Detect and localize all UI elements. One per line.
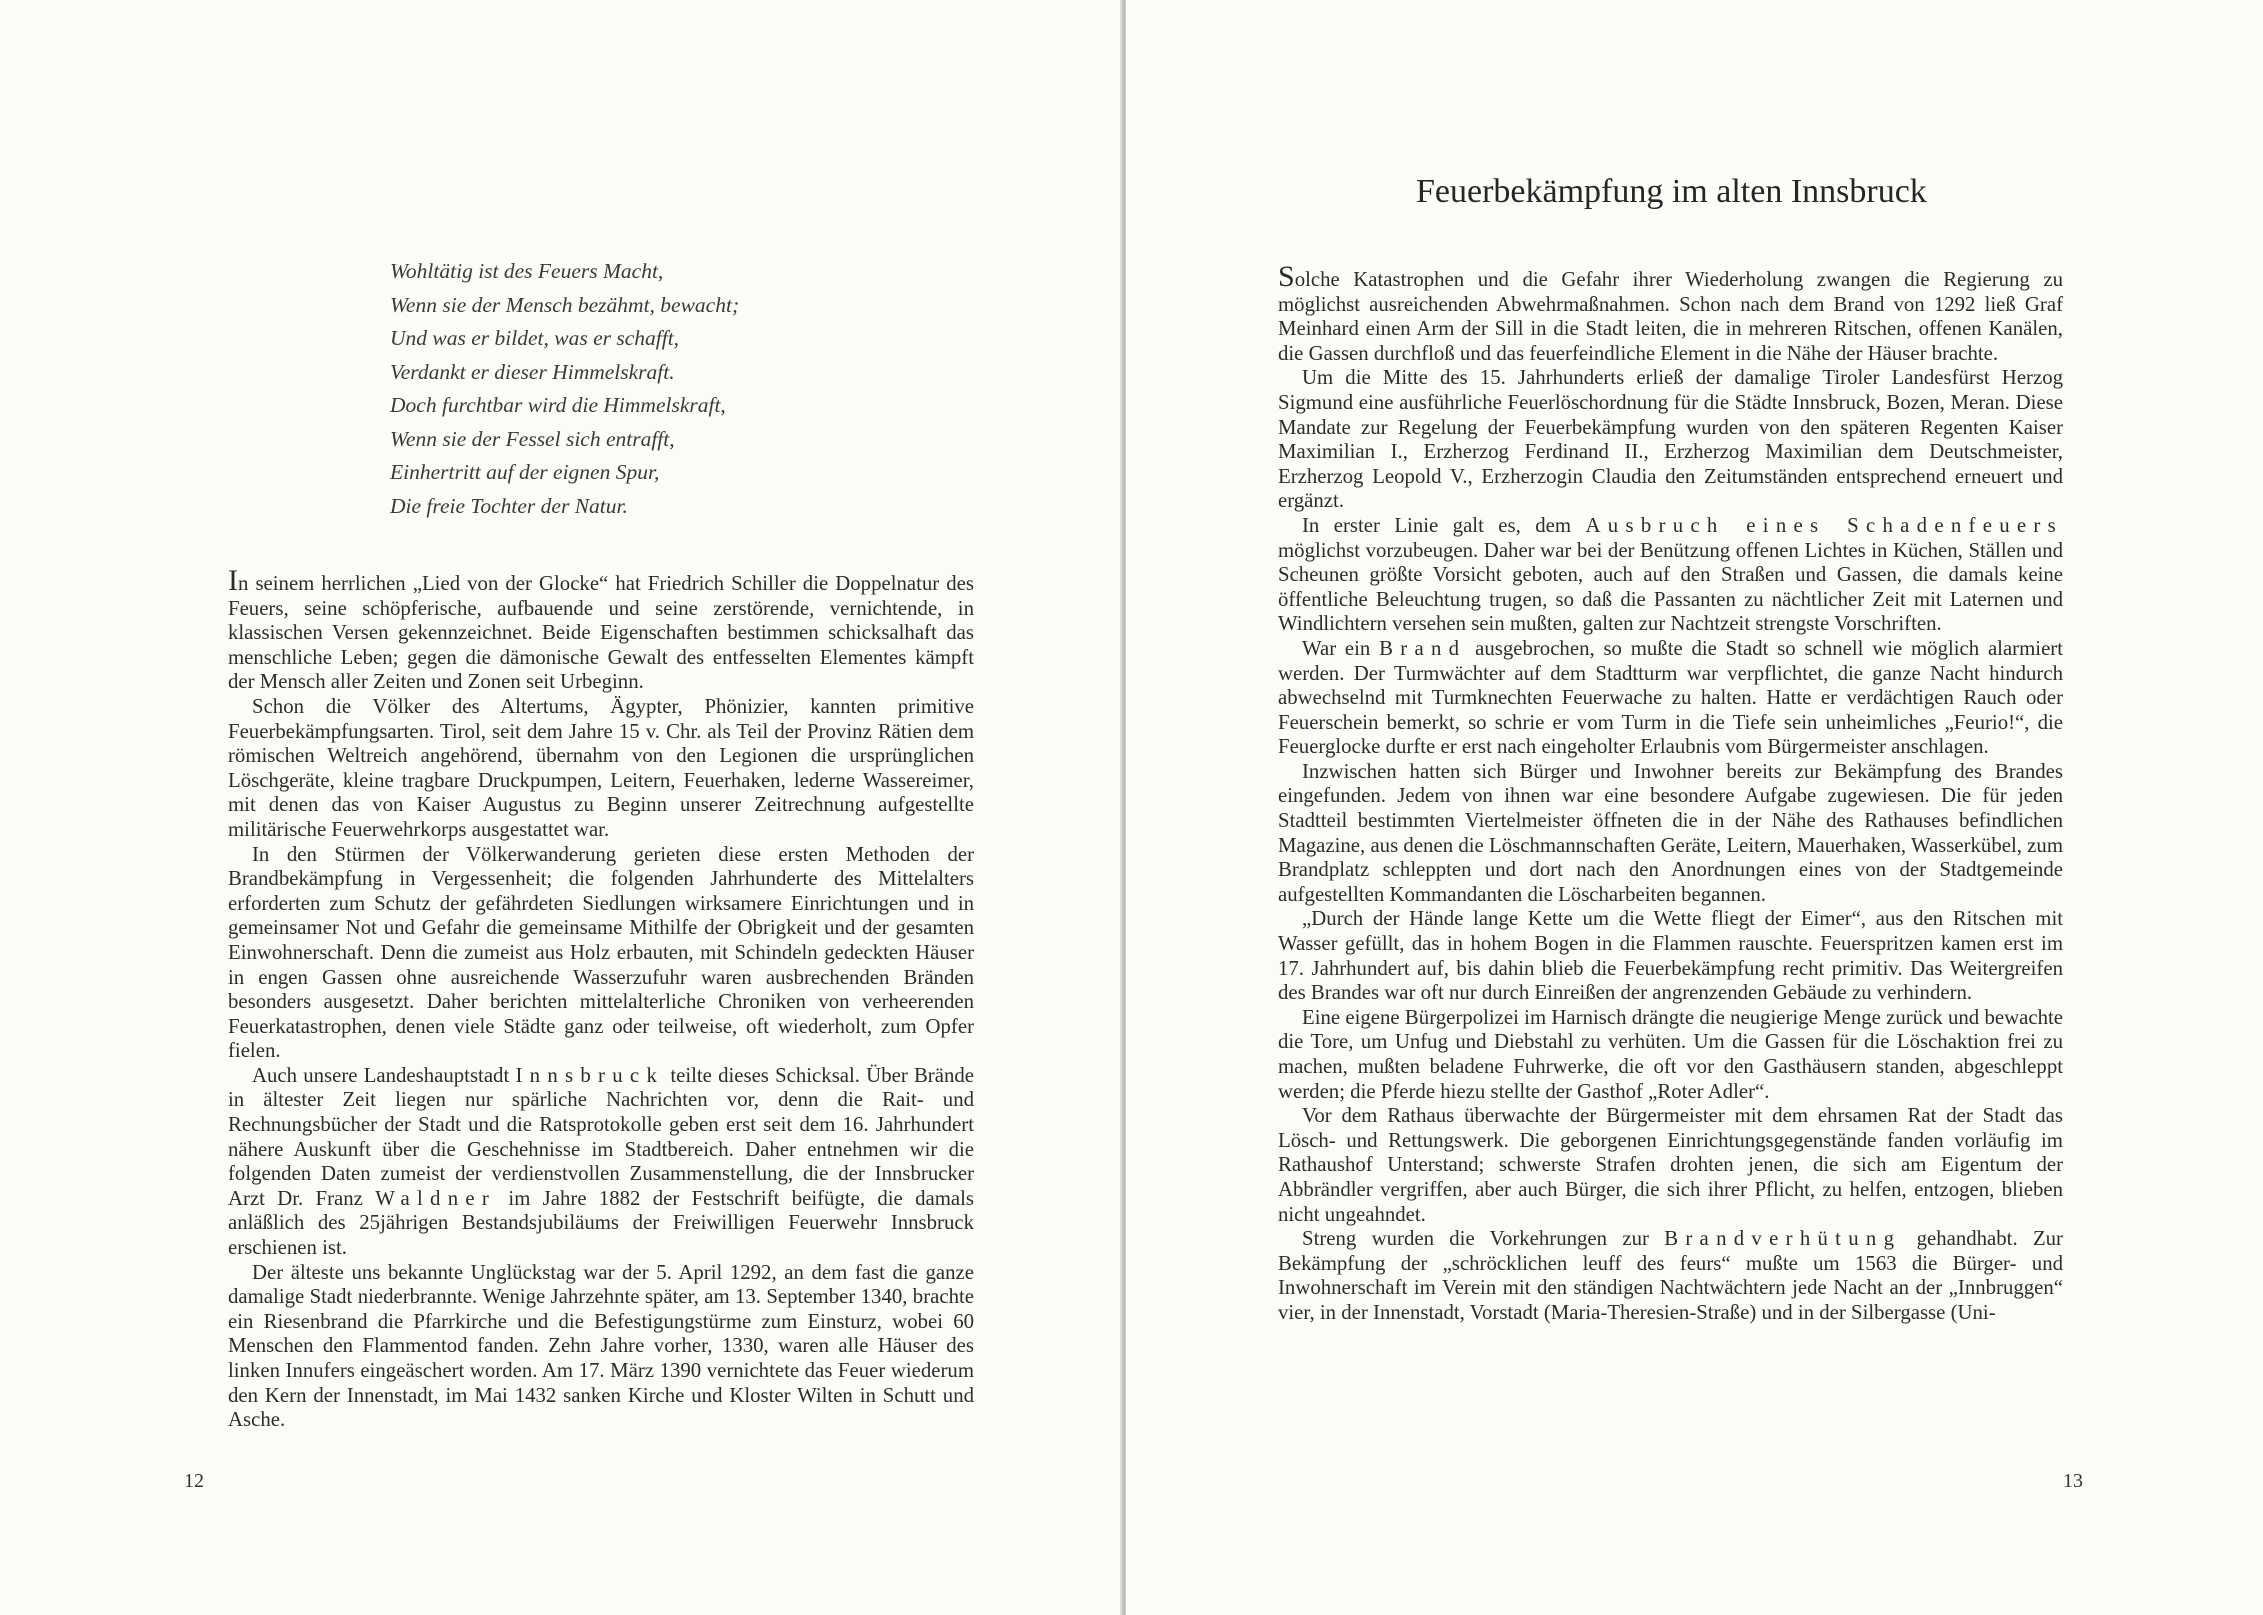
poem-line: Doch furchtbar wird die Himmelskraft,: [390, 393, 726, 417]
paragraph: Inzwischen hatten sich Bürger und Inwohner bereits zur Bekämpfung des Brandes eingefunden. Jedem von ihnen war eine besondere Aufgabe zugewiesen. Die für jeden Stadtteil bestimmten Viertelmeister öffneten die in der Nähe des Rathauses befindlichen Magazine, aus denen die Löschmannschaften Geräte, Leitern, Mauerhaken, Wasserkübel, zum Brandplatz schleppten und dort nach den Anordnungen eines von der Stadtgemeinde aufgestellten Kommandanten die Löscharbeiten begannen.: [1278, 759, 2063, 906]
poem-line: Wenn sie der Mensch bezähmt, bewacht;: [390, 292, 740, 317]
poem-line: Und was er bildet, was er schafft,: [390, 326, 680, 350]
paragraph: [1278, 514, 2063, 637]
poem-line: Verdankt er dieser Himmelskraft.: [390, 359, 675, 384]
paragraph-text: im Jahre 1882 der Festschrift beifügte, die damals anläßlich des 25jährigen Bestandsjubiläums der Freiwilligen Feuerwehr Innsbruck erschienen ist.: [228, 1186, 974, 1260]
paragraph-text: n seinem herrlichen „Lied von der Glocke“ hat Friedrich Schiller die Doppelnatur des Feuers, seine schöpferische, aufbauende und seine zerstörende, vernichtende, in klassischen Versen gekennzeichnet. Beide Eigenschaften bestimmen schicksalhaft das menschliche Leben; gegen die dämonische Gewalt des entfesselten Elementes kämpft der Mensch aller Zeiten und Zonen seit Urbeginn.: [228, 572, 974, 694]
poem-line: Wohltätig ist des Feuers Macht,: [390, 259, 664, 283]
paragraph: Der älteste uns bekannte Unglückstag war der 5. April 1292, an dem fast die ganze damalige Stadt niederbrannte. Wenige Jahrzehnte später, am 13. September 1340, brachte ein Riesenbrand die Pfarrkirche und die Befestigungstürme zum Einsturz, wobei 60 Menschen den Flammentod fanden. Zehn Jahre vorher, 1330, waren alle Häuser des linken Innufers eingeäschert worden. Am 17. März 1390 vernichtete das Feuer wiederum den Kern der Innenstadt, im Mai 1432 sanken Kirche und Kloster Wilten in Schutt und Asche.: [228, 1260, 974, 1432]
paragraph: [1278, 1227, 2063, 1325]
paragraph: [1278, 637, 2063, 760]
page-number: 13: [2063, 1470, 2083, 1492]
paragraph-text: olche Katastrophen und die Gefahr ihrer Wiederholung zwangen die Regierung zu möglichst ausreichenden Abwehrmaßnahmen. Schon nach dem Brand von 1292 ließ Graf Meinhard einen Arm der Sill in die Stadt leiten, die in mehreren Ritschen, offenen Kanälen, die Gassen durchfloß und das feuerfeindliche Element in die Nähe der Häuser brachte.: [1278, 268, 2063, 365]
schiller-poem: [390, 255, 910, 523]
paragraph: [1278, 260, 2063, 366]
drop-cap: S: [1278, 260, 1295, 293]
paragraph: „Durch der Hände lange Kette um die Wette fliegt der Eimer“, aus den Ritschen mit Wasser gefüllt, das in hohem Bogen in die Flammen rauschte. Feuerspritzen kamen erst im 17. Jahrhundert auf, bis dahin blieb die Feuerbekämpfung recht primitiv. Das Weitergreifen des Brandes war oft nur durch Einreißen der angrenzenden Gebäude zu verhindern.: [1278, 907, 2063, 1005]
spaced-emphasis: Waldner: [375, 1186, 497, 1210]
paragraph-text: In erster Linie galt es, dem: [1302, 513, 1586, 537]
paragraph: [228, 564, 974, 695]
drop-cap: I: [228, 564, 238, 597]
paragraph-text: möglichst vorzubeugen. Daher war bei der Benützung offenen Lichtes in Küchen, Ställen und Scheunen größte Vorsicht geboten, auch auf den Straßen und Gassen, die damals keine öffentliche Beleuchtung trugen, so daß die Passanten zu nächtlicher Zeit mit Laternen und Windlichtern versehen sein mußten, galten zur Nachtzeit strengste Vorschriften.: [1278, 538, 2063, 636]
spaced-emphasis: Brandverhütung: [1664, 1227, 1902, 1251]
paragraph-text: War ein: [1302, 636, 1380, 660]
paragraph-text: Streng wurden die Vorkehrungen zur: [1302, 1227, 1665, 1251]
paragraph: In den Stürmen der Völkerwanderung gerieten diese ersten Methoden der Brandbekämpfung in Vergessenheit; die folgenden Jahrhunderte des Mittelalters erforderten zum Schutz der gefährdeten Siedlungen wirksamere Einrichtungen und in gemeinsamer Not und Gefahr die gemeinsame Mithilfe der Obrigkeit und der gesamten Einwohnerschaft. Denn die zumeist aus Holz erbauten, mit Schindeln gedeckten Häuser in engen Gassen ohne ausreichende Wasserzufuhr waren ausbrechenden Bränden besonders ausgesetzt. Daher berichten mittelalterliche Chroniken von verheerenden Feuerkatastrophen, denen viele Städte ganz oder teilweise, oft wiederholt, zum Opfer fielen.: [228, 842, 974, 1063]
paragraph-text: teilte dieses Schicksal. Über Brände in ältester Zeit liegen nur spärliche Nachrichten vor, denn die Rait- und Rechnungsbücher der Stadt und die Ratsprotokolle geben erst seit dem 16. Jahrhundert nähere Auskunft über die Geschehnisse im Stadtbereich. Daher entnehmen wir die folgenden Daten zumeist der verdienstvollen Zusammenstellung, die der Innsbrucker Arzt Dr. Franz: [228, 1063, 974, 1210]
right-page: [1126, 0, 2263, 1615]
paragraph: Um die Mitte des 15. Jahrhunderts erließ der damalige Tiroler Landesfürst Herzog Sigmund eine ausführliche Feuerlöschordnung für die Städte Innsbruck, Bozen, Meran. Diese Mandate zur Regelung der Feuerbekämpfung wurden von den späteren Regenten Kaiser Maximilian I., Erzherzog Ferdinand II., Erzherzog Maximilian dem Deutschmeister, Erzherzog Leopold V., Erzherzogin Claudia den Zeitumständen entsprechend erneuert und ergänzt.: [1278, 366, 2063, 513]
paragraph-text: Auch unsere Landeshauptstadt: [252, 1063, 516, 1087]
left-page: [0, 0, 1122, 1615]
spaced-emphasis: Brand: [1379, 636, 1467, 660]
poem-line: Einhertritt auf der eignen Spur,: [390, 460, 660, 484]
paragraph: [228, 1064, 974, 1261]
chapter-title: Feuerbekämpfung im alten Innsbruck: [1416, 173, 1927, 210]
paragraph: Eine eigene Bürgerpolizei im Harnisch drängte die neugierige Menge zurück und bewachte die Tore, um Unfug und Diebstahl zu verhüten. Um die Gassen für die Löschaktion frei zu machen, mußten beladene Fuhrwerke, die oft vor den Gasthäusern standen, abgeschleppt werden; die Pferde hiezu stellte der Gasthof „Roter Adler“.: [1278, 1005, 2063, 1103]
paragraph: Schon die Völker des Altertums, Ägypter, Phönizier, kannten primitive Feuerbekämpfungsarten. Tirol, seit dem Jahre 15 v. Chr. als Teil der Provinz Rätien dem römischen Weltreich angehörend, übernahm von den Legionen die ursprünglichen Löschgeräte, kleine tragbare Druckpumpen, Leitern, Feuerhaken, lederne Wassereimer, mit denen das von Kaiser Augustus zu Beginn unserer Zeitrechnung aufgestellte militärische Feuerwehrkorps ausgestattet war.: [228, 694, 974, 841]
poem-line: Wenn sie der Fessel sich entrafft,: [390, 426, 675, 451]
right-body-text: [1278, 260, 2064, 1326]
paragraph: Vor dem Rathaus überwachte der Bürgermeister mit dem ehrsamen Rat der Stadt das Lösch- und Rettungswerk. Die geborgenen Einrichtungsgegenstände fanden vorläufig im Rathaushof Unterstand; schwerste Strafen drohten jenen, die sich am Eigentum der Abbrändler vergriffen, aber auch Bürger, die sich ihrer Pflicht, zu helfen, entzogen, blieben nicht ungeahndet.: [1278, 1104, 2063, 1226]
poem-line: Die freie Tochter der Natur.: [390, 493, 628, 518]
paragraph-text: ausgebrochen, so mußte die Stadt so schnell wie möglich alarmiert werden. Der Turmwächter auf dem Stadtturm war verpflichtet, die ganze Nacht hindurch abwechselnd mit Turmknechten Feuerwache zu halten. Hatte er verdächtigen Rauch oder Feuerschein bemerkt, so schrie er vom Turm in die Tiefe sein unheimliches „Feurio!“, die Feuerglocke durfte er erst nach eingeholter Erlaubnis vom Bürgermeister anschlagen.: [1278, 636, 2063, 759]
paragraph-text: gehandhabt. Zur Bekämpfung der „schröcklichen leuff des feurs“ mußte um 1563 die Bürger- und Inwohnerschaft im Verein mit den ständigen Nachtwächtern jede Nacht an der „Innbruggen“ vier, in der Innenstadt, Vorstadt (Maria-Theresien-Straße) und in der Silbergasse (Uni-: [1278, 1227, 2063, 1324]
spaced-emphasis: Innsbruck: [515, 1063, 665, 1087]
page-number: 12: [184, 1470, 204, 1492]
spaced-emphasis: Ausbruch eines Schadenfeuers: [1585, 513, 2064, 537]
left-body-text: [228, 564, 974, 1433]
